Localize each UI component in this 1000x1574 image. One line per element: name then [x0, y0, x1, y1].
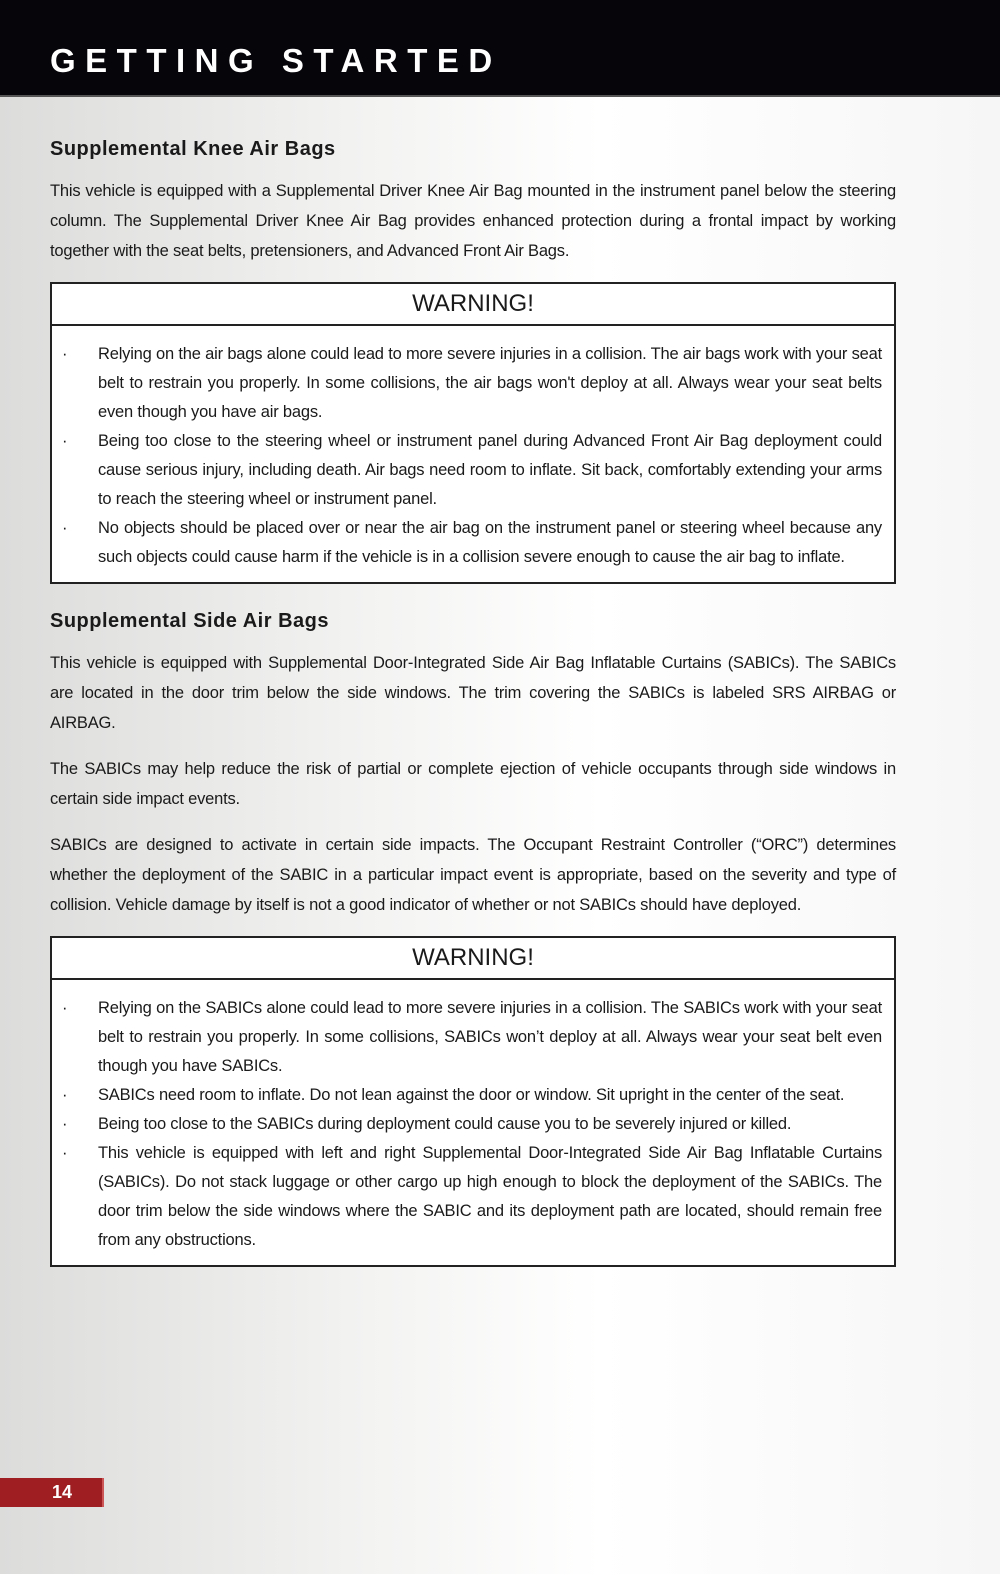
warning-item: · Being too close to the SABICs during deployment could cause you to be severely injured or killed. [98, 1110, 882, 1139]
bullet-icon: · [62, 345, 68, 363]
bullet-icon: · [62, 1086, 68, 1104]
bullet-icon: · [62, 1144, 68, 1162]
warning-item: · SABICs need room to inflate. Do not lean against the door or window. Sit upright in the center of the seat. [98, 1081, 882, 1110]
paragraph: This vehicle is equipped with a Supplemental Driver Knee Air Bag mounted in the instrument panel below the steering column. The Supplemental Driver Knee Air Bag provides enhanced protection during a frontal impact by working together with the seat belts, pretensioners, and Advanced Front Air Bags. [50, 182, 896, 260]
warning-box [50, 936, 896, 1267]
bullet-icon: · [62, 1115, 68, 1133]
paragraph: This vehicle is equipped with Supplemental Door-Integrated Side Air Bag Inflatable Curtains (SABICs). The SABICs are located in the door trim below the side windows. The trim covering the SABICs is labeled SRS AIRBAG or AIRBAG. [50, 654, 896, 732]
page-content [50, 134, 896, 1289]
page-header [0, 0, 1000, 97]
section-heading-knee-air-bags: Supplemental Knee Air Bags [50, 138, 336, 160]
bullet-icon: · [62, 999, 68, 1017]
warning-item: · This vehicle is equipped with left and right Supplemental Door-Integrated Side Air Bag Inflatable Curtains (SABICs). Do not stack luggage or other cargo up high enough to block the deployment of the SABICs. The door trim below the side windows where the SABIC and its deployment path are located, should remain free from any obstructions. [98, 1139, 882, 1255]
chapter-title: GETTING STARTED [50, 42, 502, 79]
warning-title: WARNING! [52, 284, 894, 326]
bullet-icon: · [62, 432, 68, 450]
paragraph: SABICs are designed to activate in certain side impacts. The Occupant Restraint Controller (“ORC”) determines whether the deployment of the SABIC in a particular impact event is appropriate, based on the severity and type of collision. Vehicle damage by itself is not a good indicator of whether or not SABICs should have deployed. [50, 836, 896, 914]
section-heading-side-air-bags: Supplemental Side Air Bags [50, 610, 329, 632]
warning-item: · Relying on the SABICs alone could lead to more severe injuries in a collision. The SABICs work with your seat belt to restrain you properly. In some collisions, SABICs won’t deploy at all. Always wear your seat belt even though you have SABICs. [98, 994, 882, 1081]
page-number-tab [0, 1478, 104, 1507]
warning-item: · Being too close to the steering wheel or instrument panel during Advanced Front Air Bag deployment could cause serious injury, including death. Air bags need room to inflate. Sit back, comfortably extending your arms to reach the steering wheel or instrument panel. [98, 427, 882, 514]
page-number: 14 [52, 1482, 73, 1502]
paragraph: The SABICs may help reduce the risk of partial or complete ejection of vehicle occupants through side windows in certain side impact events. [50, 760, 896, 808]
warning-title: WARNING! [52, 938, 894, 980]
warning-item: · No objects should be placed over or near the air bag on the instrument panel or steering wheel because any such objects could cause harm if the vehicle is in a collision severe enough to cause the air bag to inflate. [98, 514, 882, 572]
warning-item: · Relying on the air bags alone could lead to more severe injuries in a collision. The air bags work with your seat belt to restrain you properly. In some collisions, the air bags won't deploy at all. Always wear your seat belts even though you have air bags. [98, 340, 882, 427]
warning-box [50, 282, 896, 584]
bullet-icon: · [62, 519, 68, 537]
